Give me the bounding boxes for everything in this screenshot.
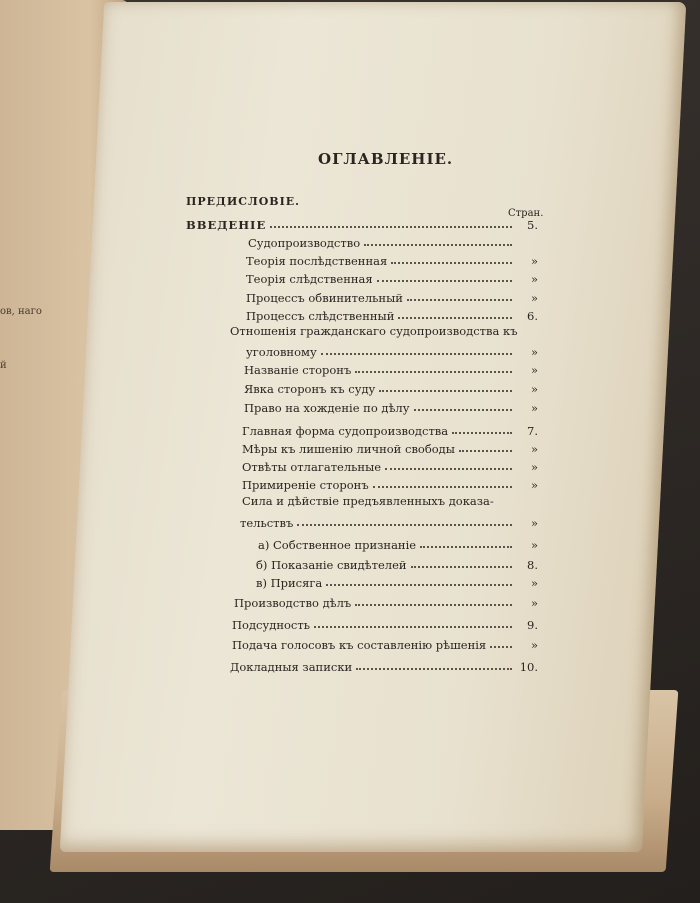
leader-dots — [373, 485, 512, 488]
toc-entry — [242, 438, 538, 456]
leader-dots — [490, 645, 512, 648]
toc-entry-page: » — [530, 478, 538, 492]
toc-entry-text: Процессъ слѣдственный — [246, 309, 395, 323]
toc-entry — [244, 397, 538, 415]
toc-entry-page: » — [530, 460, 538, 474]
leader-dots — [314, 625, 512, 628]
toc-entry-text: Явка сторонъ къ суду — [244, 382, 376, 396]
left-page-fragment: ов, наго — [0, 306, 42, 317]
toc-entry-text: ВВЕДЕНІЕ — [186, 218, 267, 232]
toc-entry-text: Подача голосовъ къ составленію рѣшенія — [232, 638, 487, 652]
toc-entry-page: 9. — [527, 618, 538, 632]
toc-entry-text: Главная форма судопроизводства — [242, 424, 449, 438]
toc-entry — [230, 656, 538, 674]
leader-dots — [379, 389, 512, 392]
toc-entry-page: » — [530, 363, 538, 377]
toc-entry — [246, 287, 538, 305]
leader-dots — [459, 449, 512, 452]
toc-entry-page: » — [530, 401, 538, 415]
toc-entry-text: Подсудность — [232, 618, 310, 632]
leader-dots — [270, 225, 512, 228]
toc-entry-text: Отношенія гражданскаго судопроизводства къ — [230, 324, 518, 338]
toc-entry-text: Теорія слѣдственная — [246, 272, 373, 286]
toc-entry-page: » — [530, 442, 538, 456]
toc-entry — [242, 474, 538, 492]
toc-entry-text: Отвѣты отлагательные — [242, 460, 382, 474]
left-page-fragment: й — [0, 360, 7, 371]
toc-entry-text: Докладныя записки — [230, 660, 353, 674]
toc-entry-page: 7. — [527, 424, 538, 438]
page-column-label: Стран. — [508, 208, 544, 219]
toc-entry-page: » — [530, 538, 538, 552]
leader-dots — [326, 583, 512, 586]
toc-entry — [242, 456, 538, 474]
leader-dots — [407, 298, 512, 301]
leader-dots — [385, 467, 512, 470]
toc-entry — [246, 268, 538, 286]
toc-entry — [232, 634, 538, 652]
page-title: ОГЛАВЛЕНІЕ. — [318, 150, 454, 168]
toc-entry-page: » — [530, 382, 538, 396]
leader-dots — [321, 352, 512, 355]
toc-preface: ПРЕДИСЛОВІЕ. — [186, 195, 300, 208]
toc-entry-text: Примиреніе сторонъ — [242, 478, 369, 492]
toc-entry-page: 10. — [519, 660, 538, 674]
toc-entry — [234, 592, 538, 610]
toc-entry-page: » — [530, 272, 538, 286]
toc-entry — [246, 250, 538, 268]
leader-dots — [355, 370, 512, 373]
toc-entry-page: » — [530, 291, 538, 305]
toc-entry — [256, 554, 538, 572]
toc-entry — [246, 341, 538, 359]
leader-dots — [364, 243, 512, 246]
leader-dots — [356, 667, 512, 670]
leader-dots — [297, 523, 512, 526]
toc-entry — [256, 572, 538, 590]
toc-entry-page: » — [530, 576, 538, 590]
leader-dots — [398, 316, 512, 319]
toc-entry-text: Процессъ обвинительный — [246, 291, 403, 305]
toc-entry-text: б) Показаніе свидѣтелей — [256, 558, 407, 572]
toc-entry-text: Судопроизводство — [248, 236, 361, 250]
toc-entry-text: уголовному — [246, 345, 317, 359]
toc-entry-text: Производство дѣлъ — [234, 596, 352, 610]
toc-entry-page: » — [530, 596, 538, 610]
toc-entry-page: » — [530, 638, 538, 652]
toc-entry — [244, 359, 538, 377]
toc-entry — [258, 534, 538, 552]
toc-entry — [186, 214, 538, 232]
leader-dots — [377, 279, 512, 282]
toc-entry-text: Названіе сторонъ — [244, 363, 352, 377]
toc-entry — [240, 512, 538, 530]
leader-dots — [411, 565, 512, 568]
leader-dots — [420, 545, 512, 548]
toc-entry-text: Право на хожденіе по дѣлу — [244, 401, 410, 415]
toc-entry — [242, 420, 538, 438]
toc-entry — [232, 614, 538, 632]
leader-dots — [414, 408, 513, 411]
toc-entry — [246, 305, 538, 323]
toc-entry-text: тельствъ — [240, 516, 294, 530]
leader-dots — [355, 603, 512, 606]
toc-entry — [248, 232, 538, 250]
toc-entry-page: » — [530, 345, 538, 359]
toc-entry-page: 5. — [527, 218, 538, 232]
toc-entry-text: а) Собственное признаніе — [258, 538, 417, 552]
toc-entry-page: 6. — [527, 309, 538, 323]
toc-entry-page: 8. — [527, 558, 538, 572]
toc-entry-text: Теорія послѣдственная — [246, 254, 388, 268]
leader-dots — [391, 261, 512, 264]
toc-entry-text: Сила и дѣйствіе предъявленныхъ доказа- — [242, 494, 494, 508]
toc-entry-text: Мѣры къ лишенію личной свободы — [242, 442, 455, 456]
leader-dots — [452, 431, 512, 434]
toc-entry-page: » — [530, 516, 538, 530]
toc-entry-page: » — [530, 254, 538, 268]
toc-entry-text: в) Присяга — [256, 576, 323, 590]
toc-entry — [244, 378, 538, 396]
